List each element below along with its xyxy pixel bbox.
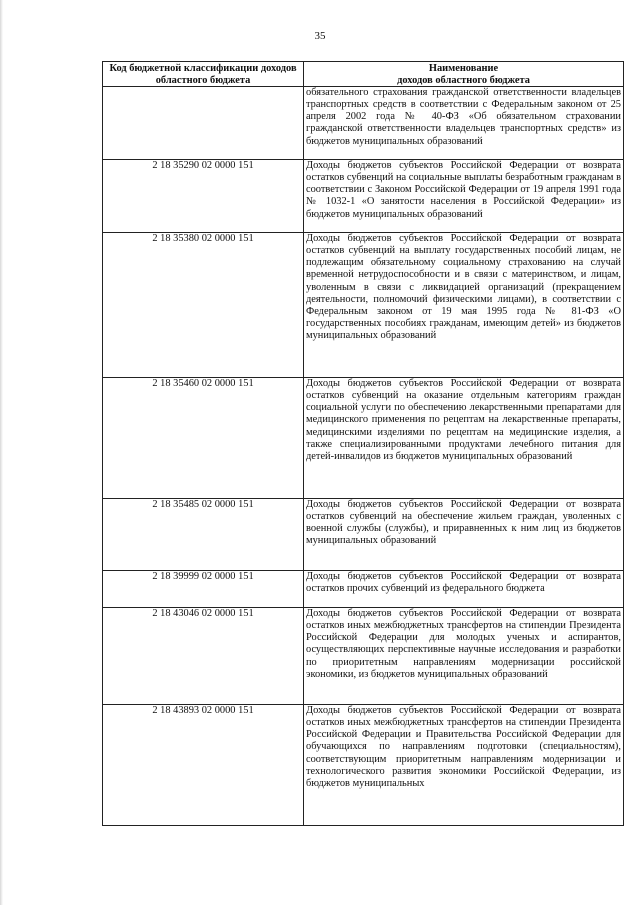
name-cell: Доходы бюджетов субъектов Российской Федерации от возврата остатков субвенций на социальные выплаты безработным гражданам в соответствии с Законом Российской Федерации от 19 апреля 1991 года № 1032-1 «О занятости населения в Российской Федерации» из бюджетов муниципальных образований (304, 160, 624, 233)
page-edge-shadow (0, 0, 3, 905)
code-cell: 2 18 35460 02 0000 151 (103, 378, 304, 499)
code-cell: 2 18 39999 02 0000 151 (103, 571, 304, 608)
code-cell: 2 18 43893 02 0000 151 (103, 705, 304, 826)
header-code-text: Код бюджетной классификации доходов областного бюджета (109, 63, 297, 86)
table-row (103, 705, 624, 826)
table-header-row (103, 62, 624, 87)
header-name-line2: доходов областного бюджета (397, 74, 530, 86)
name-cell: Доходы бюджетов субъектов Российской Федерации от возврата остатков субвенций на обеспечение жильем граждан, уволенных с военной службы (службы), и приравненных к ним лиц из бюджетов муниципальных образований (304, 499, 624, 571)
table-row (103, 499, 624, 571)
table-row (103, 608, 624, 705)
name-cell: обязательного страхования гражданской ответственности владельцев транспортных средств в соответствии с Федеральным законом от 25 апреля 2002 года № 40-ФЗ «Об обязательном страховании гражданской ответственности владельцев транспортных средств» из бюджетов муниципальных образований (304, 87, 624, 160)
header-code (103, 62, 304, 87)
code-cell: 2 18 35290 02 0000 151 (103, 160, 304, 233)
name-cell: Доходы бюджетов субъектов Российской Федерации от возврата остатков иных межбюджетных трансфертов на стипендии Президента Российской Федерации и Правительства Российской Федерации для обучающихся по направлениям подготовки (специальностям), соответствующим приоритетным направлениям модернизации и технологического развития экономики Российской Федерации, из бюджетов муниципальных (304, 705, 624, 826)
table-row (103, 160, 624, 233)
name-cell: Доходы бюджетов субъектов Российской Федерации от возврата остатков субвенций на оказание отдельным категориям граждан социальной услуги по обеспечению лекарственными препаратами для медицинского применения по рецептам на лекарственные препараты, медицинскими изделиями по рецептам на медицинские изделия, а также специализированными продуктами лечебного питания для детей-инвалидов из бюджетов муниципальных образований (304, 378, 624, 499)
budget-classification-table (102, 61, 624, 826)
name-cell: Доходы бюджетов субъектов Российской Федерации от возврата остатков прочих субвенций из федерального бюджета (304, 571, 624, 608)
code-cell: 2 18 43046 02 0000 151 (103, 608, 304, 705)
code-cell: 2 18 35485 02 0000 151 (103, 499, 304, 571)
code-cell (103, 87, 304, 160)
table-row (103, 571, 624, 608)
header-name (304, 62, 624, 87)
page-number: 35 (314, 30, 326, 42)
table-row (103, 378, 624, 499)
table-row (103, 233, 624, 378)
name-cell: Доходы бюджетов субъектов Российской Федерации от возврата остатков субвенций на выплату государственных пособий лицам, не подлежащим обязательному социальному страхованию на случай временной нетрудоспособности и в связи с материнством, и лицам, уволенным в связи с ликвидацией организаций (прекращением деятельности, полномочий физическими лицами), в соответствии с Федеральным законом от 19 мая 1995 года № 81-ФЗ «О государственных пособиях гражданам, имеющим детей» из бюджетов муниципальных образований (304, 233, 624, 378)
table-row (103, 87, 624, 160)
code-cell: 2 18 35380 02 0000 151 (103, 233, 304, 378)
name-cell: Доходы бюджетов субъектов Российской Федерации от возврата остатков иных межбюджетных трансфертов на стипендии Президента Российской Федерации для молодых ученых и аспирантов, осуществляющих перспективные научные исследования и разработки по приоритетным направлениям модернизации российской экономики, из бюджетов муниципальных образований (304, 608, 624, 705)
header-name-line1: Наименование (428, 63, 499, 74)
